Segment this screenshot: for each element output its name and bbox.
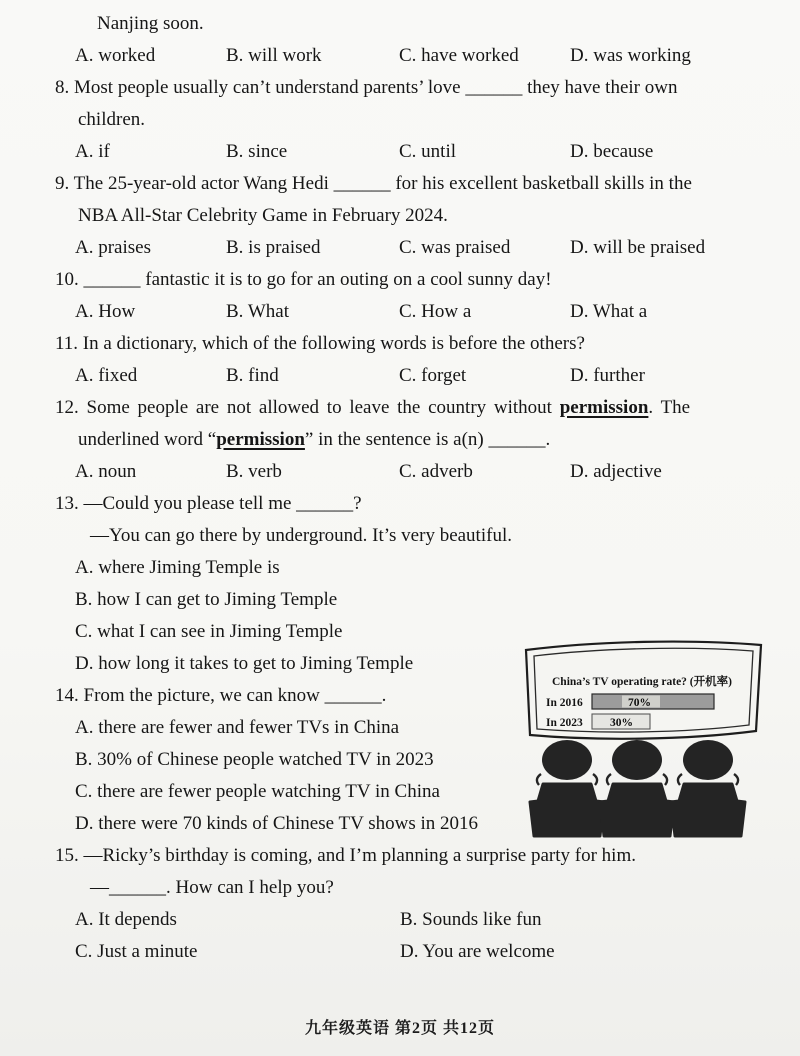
option-d: D. was working: [570, 45, 691, 66]
question-8-options: [75, 136, 800, 168]
option-b: B. will work: [226, 45, 322, 66]
option-b: B. What: [226, 301, 289, 322]
question-11-line1: 11. In a dictionary, which of the following words is before the others?: [55, 333, 585, 354]
tv-viewer-silhouette: [600, 740, 674, 836]
option-c: C. was praised: [399, 237, 511, 258]
option-a: A. where Jiming Temple is: [75, 557, 280, 578]
question-10-options: [75, 296, 800, 328]
question-7-tail: Nanjing soon.: [97, 13, 204, 34]
option-b: B. is praised: [226, 237, 321, 258]
option-a: A. if: [75, 141, 110, 162]
screen-title: China’s TV operating rate? (开机率): [552, 676, 732, 688]
underlined-word: permission: [559, 397, 649, 418]
question-15-line2: —______. How can I help you?: [90, 877, 334, 898]
option-b: B. since: [226, 141, 288, 162]
option-a: A. fixed: [75, 365, 138, 386]
option-d: D. further: [570, 365, 645, 386]
option-c: C. forget: [399, 365, 467, 386]
bar-2016-label: In 2016: [546, 697, 583, 709]
question-7-options: [75, 40, 800, 72]
option-d: D. What a: [570, 301, 648, 322]
option-c: C. How a: [399, 301, 472, 322]
question-12-seg3: underlined word “: [78, 429, 217, 450]
option-d: D. because: [570, 141, 654, 162]
option-a: A. It depends: [75, 909, 177, 930]
option-c: C. there are fewer people watching TV in China: [75, 781, 440, 802]
bar-2016-value: 70%: [628, 697, 651, 709]
bar-2023-value: 30%: [610, 717, 633, 729]
option-d: D. there were 70 kinds of Chinese TV shows in 2016: [75, 813, 478, 834]
tv-rate-picture: [518, 636, 768, 841]
option-d: D. You are welcome: [400, 941, 555, 962]
option-a: A. noun: [75, 461, 137, 482]
question-13-line2: —You can go there by underground. It’s very beautiful.: [90, 525, 512, 546]
option-d: D. how long it takes to get to Jiming Temple: [75, 653, 414, 674]
option-b: B. verb: [226, 461, 282, 482]
option-a: A. there are fewer and fewer TVs in China: [75, 717, 400, 738]
option-a: A. worked: [75, 45, 156, 66]
option-c: C. until: [399, 141, 457, 162]
underlined-word: permission: [216, 429, 305, 450]
question-13-line1: 13. —Could you please tell me ______?: [55, 493, 362, 514]
question-9-line2: NBA All-Star Celebrity Game in February 2024.: [78, 205, 448, 226]
option-c: C. have worked: [399, 45, 519, 66]
tv-rate-illustration: [518, 636, 768, 841]
option-c: C. what I can see in Jiming Temple: [75, 621, 343, 642]
question-11-options: [75, 360, 800, 392]
question-12-seg4: ” in the sentence is a(n) ______.: [304, 429, 551, 450]
option-b: B. 30% of Chinese people watched TV in 2023: [75, 749, 434, 770]
page-footer: 九年级英语 第2页 共12页: [304, 1020, 495, 1037]
tv-viewer-silhouette: [530, 740, 604, 836]
question-15-line1: 15. —Ricky’s birthday is coming, and I’m planning a surprise party for him.: [55, 845, 636, 866]
question-9-line1: 9. The 25-year-old actor Wang Hedi ______ for his excellent basketball skills in the: [55, 173, 692, 194]
option-b: B. Sounds like fun: [400, 909, 542, 930]
question-12-line1: [55, 392, 800, 424]
bar-2023-label: In 2023: [546, 717, 583, 729]
question-12-seg1: 12. Some people are not allowed to leave the country without: [55, 397, 560, 418]
option-c: C. Just a minute: [75, 941, 198, 962]
question-12-options: [75, 456, 800, 488]
option-a: A. How: [75, 301, 136, 322]
question-15-options-row1: [75, 904, 800, 936]
option-c: C. adverb: [399, 461, 473, 482]
option-d: D. adjective: [570, 461, 662, 482]
tv-viewer-silhouette: [671, 740, 745, 836]
question-15-options-row2: [75, 936, 800, 968]
question-10-line1: 10. ______ fantastic it is to go for an outing on a cool sunny day!: [55, 269, 552, 290]
question-8-line2: children.: [78, 109, 146, 130]
option-b: B. find: [226, 365, 279, 386]
option-b: B. how I can get to Jiming Temple: [75, 589, 338, 610]
question-12-seg2: . The: [648, 397, 691, 418]
question-12-line2: [78, 424, 800, 456]
question-8-line1: 8. Most people usually can’t understand parents’ love ______ they have their own: [55, 77, 678, 98]
question-14-line1: 14. From the picture, we can know ______.: [55, 685, 387, 706]
option-a: A. praises: [75, 237, 151, 258]
option-d: D. will be praised: [570, 237, 706, 258]
question-9-options: [75, 232, 800, 264]
